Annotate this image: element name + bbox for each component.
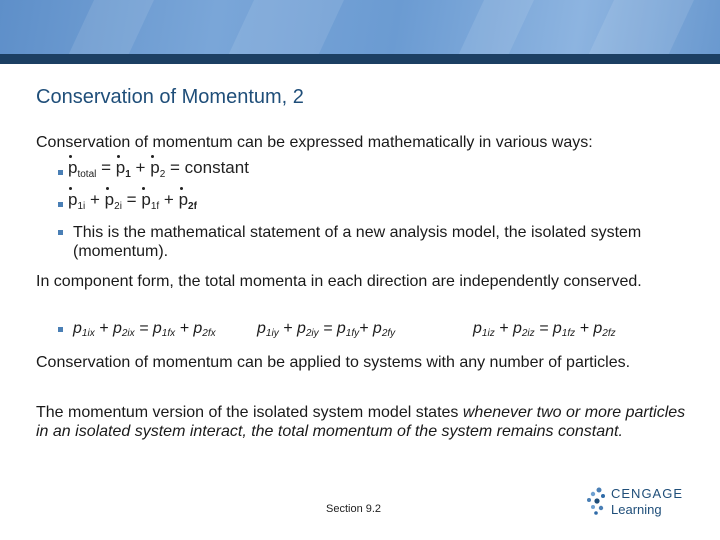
bullet-marker <box>58 170 63 175</box>
intro-text: Conservation of momentum can be expressed mathematically in various ways: <box>36 134 593 151</box>
banner-streak <box>217 0 354 54</box>
banner-streak <box>447 0 544 54</box>
banner-streak <box>577 0 704 54</box>
slide-title: Conservation of Momentum, 2 <box>36 86 304 108</box>
logo-wordmark-learning: Learning <box>611 502 662 517</box>
header-banner <box>0 0 720 54</box>
x-component-equation: $p_{1ix} + p_{2ix} = p_{1fx} + p_{2fx}$ <box>73 320 216 339</box>
z-component-equation: $p_{1iz} + p_{2iz} = p_{1fz} + p_{2fz}$ <box>473 320 616 339</box>
bullet-marker <box>58 327 63 332</box>
banner-streak <box>57 0 164 54</box>
cengage-logo <box>583 486 693 518</box>
header-bar <box>0 54 720 64</box>
component-form-text: In component form, the total momenta in each direction are independently conserved. <box>36 273 642 290</box>
bullet-marker <box>58 202 63 207</box>
equation-total-momentum: $p_{total}$ = $p_1$ + $p_2$ = constant <box>68 158 249 180</box>
isolated-system-statement: This is the mathematical statement of a new analysis model, the isolated system (momentum). <box>73 224 642 260</box>
vector-p-total: p <box>68 158 77 178</box>
any-number-particles-text: Conservation of momentum can be applied to systems with any number of particles. <box>36 354 631 371</box>
cengage-logo-icon <box>583 486 609 516</box>
y-component-equation: $p_{1iy} + p_{2iy} = p_{1fy}+ p_{2fy}$ <box>257 320 396 339</box>
bullet-marker <box>58 230 63 235</box>
section-label: Section 9.2 <box>326 503 382 515</box>
logo-wordmark-cengage: CENGAGE <box>611 486 684 501</box>
equation-initial-final: $p_{1i}$ + $p_{2i}$ = $p_{1f}$ + $p_{2f}$ <box>68 190 197 212</box>
isolated-model-text: The momentum version of the isolated system model states whenever two or more particles in an isolated system interact, the total momentum of the system remains constant. <box>36 404 686 440</box>
